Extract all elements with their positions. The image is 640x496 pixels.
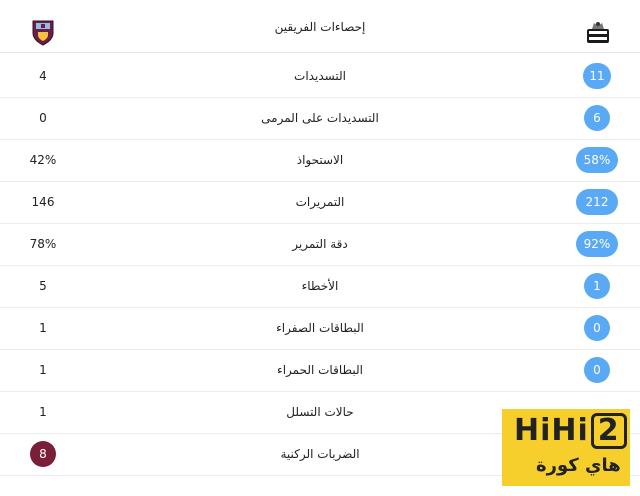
left-team-value: 4 [39,69,47,83]
right-team-value-pill: 58% [576,147,618,173]
stat-label: التسديدات [294,69,346,83]
left-team-value: 1 [39,321,47,335]
left-team-value: 1 [39,405,47,419]
right-team-value-pill: 1 [584,273,610,299]
stat-row [0,181,640,224]
left-team-value: 1 [39,363,47,377]
left-team-value: 42% [29,153,57,167]
stat-row [0,265,640,308]
stat-row [0,349,640,392]
stat-row [0,307,640,350]
stat-label: البطاقات الصفراء [276,321,364,335]
stat-label: البطاقات الحمراء [277,363,363,377]
left-team-value: 146 [31,195,55,209]
stat-row [0,97,640,140]
stat-label: التسديدات على المرمى [261,111,379,125]
right-team-value-pill: 0 [584,315,610,341]
stat-row [0,139,640,182]
left-team-value: 5 [39,279,47,293]
stat-label: حالات التسلل [286,405,354,419]
stats-header [0,8,640,53]
newcastle-crest-icon[interactable] [584,19,612,47]
watermark-subtitle: هاي كورة [536,455,621,476]
watermark-logo [502,409,630,486]
page-title: إحصاءات الفريقين [274,20,366,34]
stat-row [0,55,640,98]
watermark-brand: HiHi 2 [514,413,627,449]
stat-label: الأخطاء [301,279,339,293]
right-team-value-pill: 212 [576,189,618,215]
left-team-value-pill: 8 [30,441,56,467]
stat-label: الضربات الركنية [280,447,360,461]
right-team-value-pill: 6 [584,105,610,131]
stat-row [0,223,640,266]
right-team-value-pill: 11 [583,63,611,89]
right-team-value-pill: 92% [576,231,618,257]
left-team-value: 0 [39,111,47,125]
stat-label: دقة التمرير [292,237,348,251]
stat-label: الاستحواذ [296,153,344,167]
stat-label: التمريرات [295,195,345,209]
left-team-value: 78% [29,237,57,251]
right-team-value-pill: 0 [584,357,610,383]
